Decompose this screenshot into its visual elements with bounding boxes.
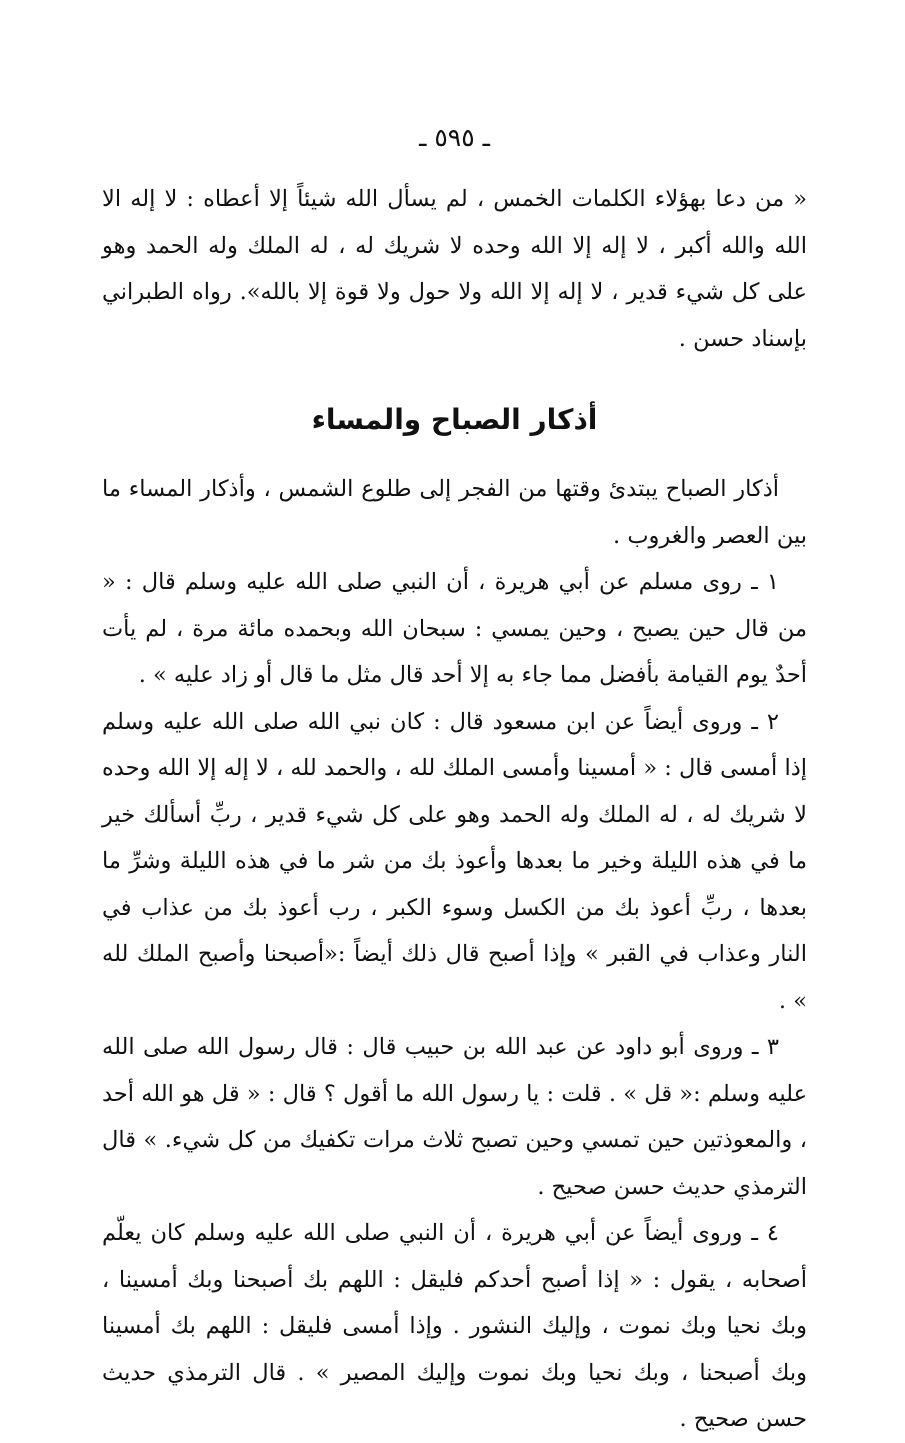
paragraph-hadith-1: ١ ـ روى مسلم عن أبي هريرة ، أن النبي صلى الله عليه وسلم قال : « من قال حين يصبح ، وحين يمسي : سبحان الله وبحمده مائة مرة ، لم يأت أحدٌ يوم القيامة بأفضل مما جاء به إلا أحد قال مثل ما قال أو زاد عليه » . [102, 569, 807, 688]
section-title: أذكار الصباح والمساء [311, 403, 598, 436]
paragraph-definition: أذكار الصباح يبتدئ وقتها من الفجر إلى طلوع الشمس ، وأذكار المساء ما بين العصر والغروب . [102, 476, 807, 549]
paragraph-hadith-2: ٢ ـ وروى أيضاً عن ابن مسعود قال : كان نبي الله صلى الله عليه وسلم إذا أمسى قال : « أمسينا وأمسى الملك لله ، والحمد لله ، لا إله إلا الله وحده لا شريك له ، له الملك وله الحمد وهو على كل شيء قدير ، ربِّ أسألك خير ما في هذه الليلة وخير ما بعدها وأعوذ بك من شر ما في هذه الليلة وشرِّ ما بعدها ، ربِّ أعوذ بك من الكسل وسوء الكبر ، رب أعوذ بك من عذاب في النار وعذاب في القبر » وإذا أصبح قال ذلك أيضاً :«أصبحنا وأصبح الملك لله » . [102, 708, 807, 1014]
page-number: ـ ٥٩٥ ـ [419, 123, 490, 152]
intro-paragraph: « من دعا بهؤلاء الكلمات الخمس ، لم يسأل الله شيئاً إلا أعطاه : لا إله الا الله والله أكبر ، لا إله إلا الله وحده لا شريك له ، له الملك وله الحمد وهو على كل شيء قدير ، لا إله إلا الله ولا حول ولا قوة إلا بالله». رواه الطبراني بإسناد حسن . [102, 186, 807, 352]
paragraph-hadith-3: ٣ ـ وروى أبو داود عن عبد الله بن حبيب قال : قال رسول الله صلى الله عليه وسلم :« قل » . قلت : يا رسول الله ما أقول ؟ قال : « قل هو الله أحد ، والمعوذتين حين تمسي وحين تصبح ثلاث مرات تكفيك من كل شيء. » قال الترمذي حديث حسن صحيح . [102, 1034, 807, 1200]
paragraph-hadith-4: ٤ ـ وروى أيضاً عن أبي هريرة ، أن النبي صلى الله عليه وسلم كان يعلّم أصحابه ، يقول : « إذا أصبح أحدكم فليقل : اللهم بك أصبحنا وبك أمسينا ، وبك نحيا وبك نموت ، وإليك النشور . وإذا أمسى فليقل : اللهم بك أمسينا وبك أصبحنا ، وبك نحيا وبك نموت وإليك المصير » . قال الترمذي حديث حسن صحيح . [102, 1220, 807, 1432]
